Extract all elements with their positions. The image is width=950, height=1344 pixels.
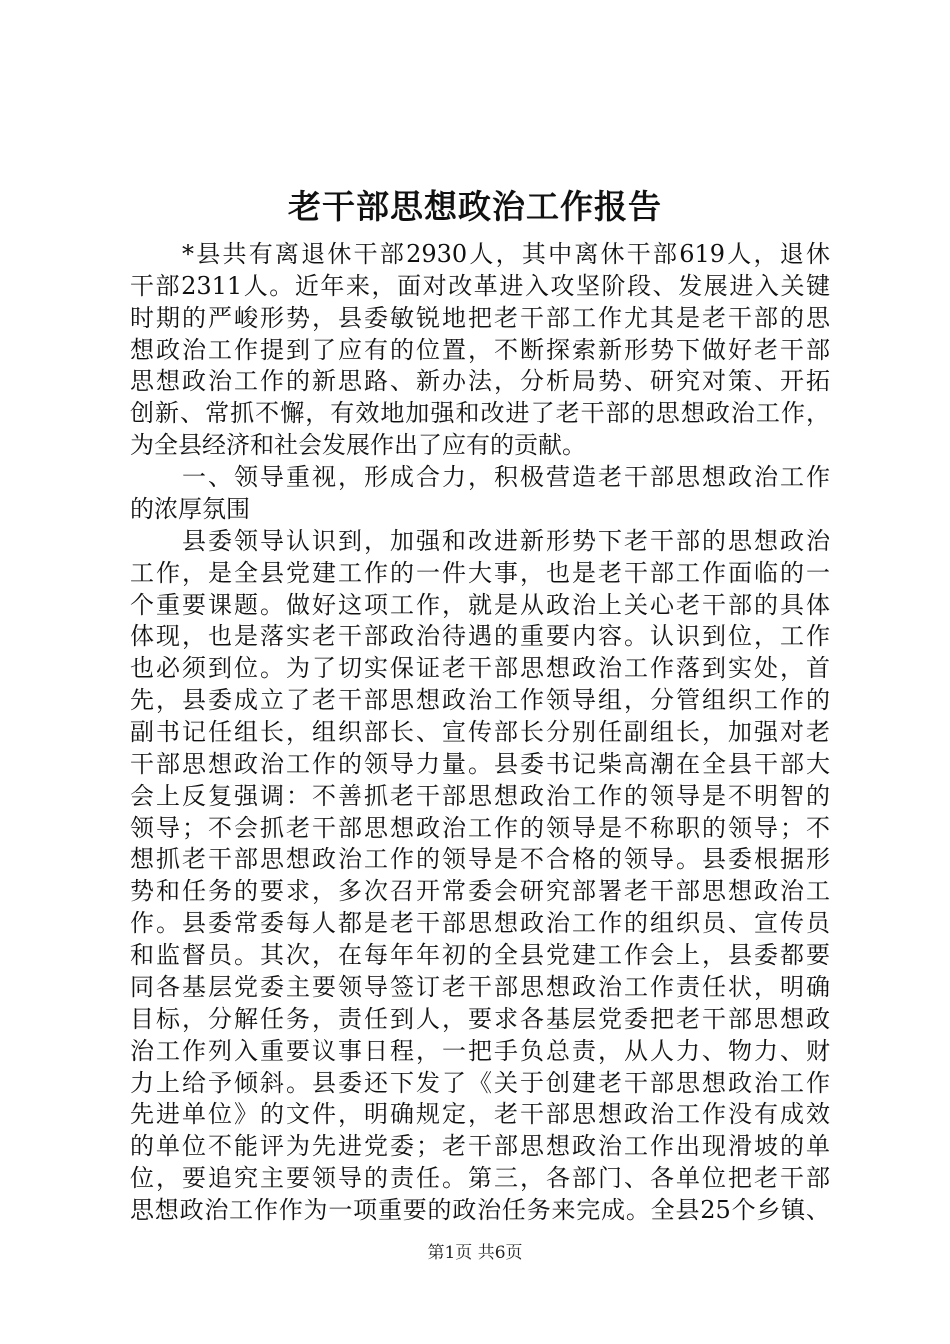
paragraph-line: 想政治工作提到了应有的位置，不断探索新形势下做好老干部 [130,335,830,364]
paragraph-line: 创新、常抓不懈，有效地加强和改进了老干部的思想政治工作， [130,399,830,428]
paragraph-line: 工作，是全县党建工作的一件大事，也是老干部工作面临的一 [130,558,830,587]
paragraph-line: 同各基层党委主要领导签订老干部思想政治工作责任状，明确 [130,972,830,1001]
paragraph-line: 思想政治工作作为一项重要的政治任务来完成。全县25个乡镇、 [130,1196,830,1224]
document-title: 老干部思想政治工作报告 [288,187,662,226]
paragraph-line: 体现，也是落实老干部政治待遇的重要内容。认识到位，工作 [130,622,830,651]
paragraph-line: 干部2311人。近年来，面对改革进入攻坚阶段、发展进入关键 [130,271,830,300]
paragraph-line: 想抓老干部思想政治工作的领导是不合格的领导。县委根据形 [130,845,830,874]
paragraph-line: 的单位不能评为先进党委；老干部思想政治工作出现滑坡的单 [130,1132,830,1161]
paragraph-line: *县共有离退休干部2930人，其中离休干部619人，退休 [182,240,830,268]
paragraph-line: 和监督员。其次，在每年年初的全县党建工作会上，县委都要 [130,941,830,970]
page-footer: 第1页 共6页 [427,1243,523,1263]
section-heading-line: 一、领导重视，形成合力，积极营造老干部思想政治工作 [182,463,830,492]
paragraph-line: 县委领导认识到，加强和改进新形势下老干部的思想政治 [182,526,830,555]
paragraph-line: 也必须到位。为了切实保证老干部思想政治工作落到实处，首 [130,654,830,683]
paragraph-line: 先，县委成立了老干部思想政治工作领导组，分管组织工作的 [130,686,830,715]
paragraph-line: 个重要课题。做好这项工作，就是从政治上关心老干部的具体 [130,590,830,619]
paragraph-line: 思想政治工作的新思路、新办法，分析局势、研究对策、开拓 [130,367,830,396]
paragraph-line: 势和任务的要求，多次召开常委会研究部署老干部思想政治工 [130,877,830,906]
paragraph-line: 目标，分解任务，责任到人，要求各基层党委把老干部思想政 [130,1004,830,1033]
paragraph-line: 会上反复强调：不善抓老干部思想政治工作的领导是不明智的 [130,781,830,810]
paragraph-line: 领导；不会抓老干部思想政治工作的领导是不称职的领导；不 [130,813,830,842]
section-heading-line: 的浓厚氛围 [130,494,250,523]
paragraph-line: 时期的严峻形势，县委敏锐地把老干部工作尤其是老干部的思 [130,303,830,332]
paragraph-line: 力上给予倾斜。县委还下发了《关于创建老干部思想政治工作 [130,1068,830,1097]
paragraph-line: 干部思想政治工作的领导力量。县委书记柴高潮在全县干部大 [130,749,830,778]
paragraph-line: 先进单位》的文件，明确规定，老干部思想政治工作没有成效 [130,1100,830,1129]
paragraph-line: 副书记任组长，组织部长、宣传部长分别任副组长，加强对老 [130,718,830,746]
paragraph-line: 作。县委常委每人都是老干部思想政治工作的组织员、宣传员 [130,909,830,938]
paragraph-line: 位，要追究主要领导的责任。第三，各部门、各单位把老干部 [130,1164,830,1193]
paragraph-line: 为全县经济和社会发展作出了应有的贡献。 [130,431,586,460]
paragraph-line: 治工作列入重要议事日程，一把手负总责，从人力、物力、财 [130,1036,830,1065]
